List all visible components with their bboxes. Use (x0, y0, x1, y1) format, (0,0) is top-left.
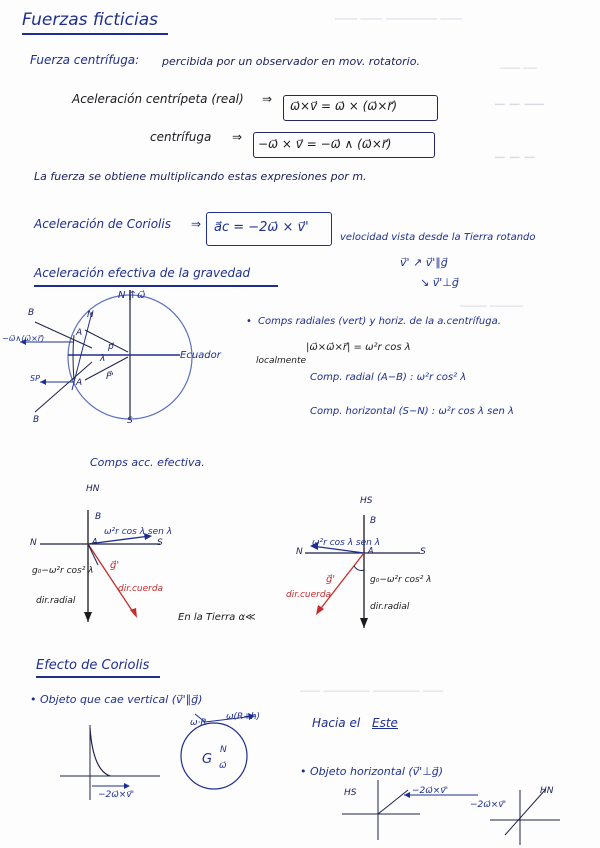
centrifugal-description: percibida por un observador en mov. rotatorio. (162, 55, 420, 68)
velocity-note: velocidad vista desde la Tierra rotando (340, 232, 536, 243)
radial-component: Comp. radial (A−B) : ω²r cos² λ (310, 372, 467, 383)
coriolis-case-parallel: v⃗' ↗ v⃗'∥g⃗ (400, 256, 448, 269)
hs-a-label: A (368, 546, 374, 555)
centrifugal-magnitude: |ω⃗×ω⃗×r⃗| = ω²r cos λ (306, 342, 411, 353)
bleed-through-text: ─ ─ ─ (495, 148, 535, 167)
hn-cord-direction: dir.cuerda (118, 584, 164, 594)
hn-hemisphere-label: HN (86, 484, 100, 494)
hs-coriolis-vector: −2ω⃗×v⃗' (412, 786, 449, 796)
globe-b-bottom: B (33, 415, 40, 425)
hn-label: HN (540, 786, 554, 796)
bleed-through-text: ──── ───── (460, 300, 524, 313)
magnitude-label: localmente (256, 356, 307, 366)
centrifugal-label: centrífuga (150, 130, 212, 144)
implies-arrow-icon: ⇒ (232, 130, 243, 144)
globe-vector-label: SP (30, 374, 40, 383)
hs-horizontal-component: ω²r cos λ sen λ (312, 538, 381, 548)
towards-direction: Este (372, 716, 398, 730)
hn-a-label: A (92, 537, 98, 546)
globe-north-point: N (87, 310, 94, 320)
globe-axis-label: N ↑ω⃗ (118, 290, 146, 301)
implies-arrow-icon: ⇒ (191, 217, 202, 231)
hn-b-label: B (95, 512, 102, 522)
implies-arrow-icon: ⇒ (262, 92, 273, 106)
coriolis-case-perp: ↘ v⃗'⊥g⃗ (420, 276, 459, 289)
centrifugal-components-bullet: Comps radiales (vert) y horiz. de la a.centrífuga. (258, 316, 501, 327)
bleed-through-text: ─ ─ ── (495, 95, 544, 114)
hn-effective-gravity: g⃗' (110, 560, 120, 571)
centrifugal-note: La fuerza se obtiene multiplicando estas expresiones por m. (34, 170, 367, 183)
globe-b-top: B (28, 308, 35, 318)
bleed-through-text: ─── ─────── ─────── ─── (300, 685, 443, 698)
hn-horizontal-component: ω²r cos λ sen λ (104, 527, 173, 537)
hs-effective-gravity: g⃗' (326, 574, 336, 585)
centrifugal-heading: Fuerza centrífuga: (30, 53, 140, 67)
globe-p-bottom: P⃗' (106, 372, 114, 382)
globe-equator-label: Ecuador (180, 350, 221, 361)
hs-s-label: S (420, 547, 426, 557)
centripetal-formula: ω⃗×v⃗ = ω⃗ × (ω⃗×r⃗) (290, 99, 398, 113)
falling-coriolis-vector: −2ω⃗×v⃗' (98, 790, 135, 800)
globe-a-bottom: A (76, 378, 83, 388)
ground-velocity-label: ω·R (190, 718, 207, 728)
page-title: Fuerzas ficticias (22, 10, 158, 30)
globe-latitude: λ (100, 354, 106, 364)
globe-centrifugal-vector: −ω⃗∧(ω⃗×r⃗) (2, 334, 45, 343)
hs-n-label: N (296, 547, 303, 557)
bullet-icon: • (300, 765, 307, 778)
globe-g-label: G (202, 752, 213, 767)
coriolis-label: Aceleración de Coriolis (34, 217, 171, 231)
falling-object-bullet: Objeto que cae vertical (v⃗'∥g⃗) (40, 693, 203, 706)
globe-south-label: S (127, 416, 133, 426)
globe-a-top: A (76, 328, 83, 338)
globe-p-top: p⃗ (108, 342, 114, 352)
globe-n-label: N (220, 745, 227, 755)
top-velocity-label: ω(R+h) (226, 712, 261, 722)
hn-coriolis-vector: −2ω⃗×v⃗' (470, 800, 507, 810)
hn-vertical-component: g₀−ω²r cos² λ (32, 566, 94, 576)
coriolis-effect-heading: Efecto de Coriolis (36, 658, 150, 673)
towards-label: Hacia el (312, 716, 361, 730)
hs-cord-direction: dir.cuerda (286, 590, 332, 600)
hs-radial-direction: dir.radial (370, 602, 410, 612)
bleed-through-text: ─── ── (500, 62, 537, 75)
horizontal-component: Comp. horizontal (S−N) : ω²r cos λ sen λ (310, 406, 514, 417)
hs-b-label: B (370, 516, 377, 526)
hn-n-label: N (30, 538, 37, 548)
bullet-icon: • (30, 693, 37, 706)
centripetal-label: Aceleración centrípeta (real) (72, 92, 244, 106)
hs-label: HS (344, 788, 357, 798)
effective-gravity-heading: Aceleración efectiva de la gravedad (34, 266, 251, 280)
coriolis-formula: a⃗c = −2ω⃗ × v⃗' (214, 220, 309, 235)
centrifugal-formula: −ω⃗ × v⃗ = −ω⃗ ∧ (ω⃗×r⃗) (258, 137, 392, 151)
hn-radial-direction: dir.radial (36, 596, 76, 606)
hs-hemisphere-label: HS (360, 496, 373, 506)
hs-vertical-component: g₀−ω²r cos² λ (370, 575, 432, 585)
bleed-through-text: ─── ─── ─────── ─── (335, 12, 463, 26)
globe-omega-label: ω⃗ (219, 761, 227, 771)
horizontal-object-bullet: Objeto horizontal (v⃗'⊥g⃗) (310, 765, 444, 778)
effective-components-bullet: Comps acc. efectiva. (90, 456, 205, 469)
hn-s-label: S (157, 538, 163, 548)
bullet-icon: • (246, 316, 252, 327)
earth-caption: En la Tierra α≪ (178, 612, 256, 623)
